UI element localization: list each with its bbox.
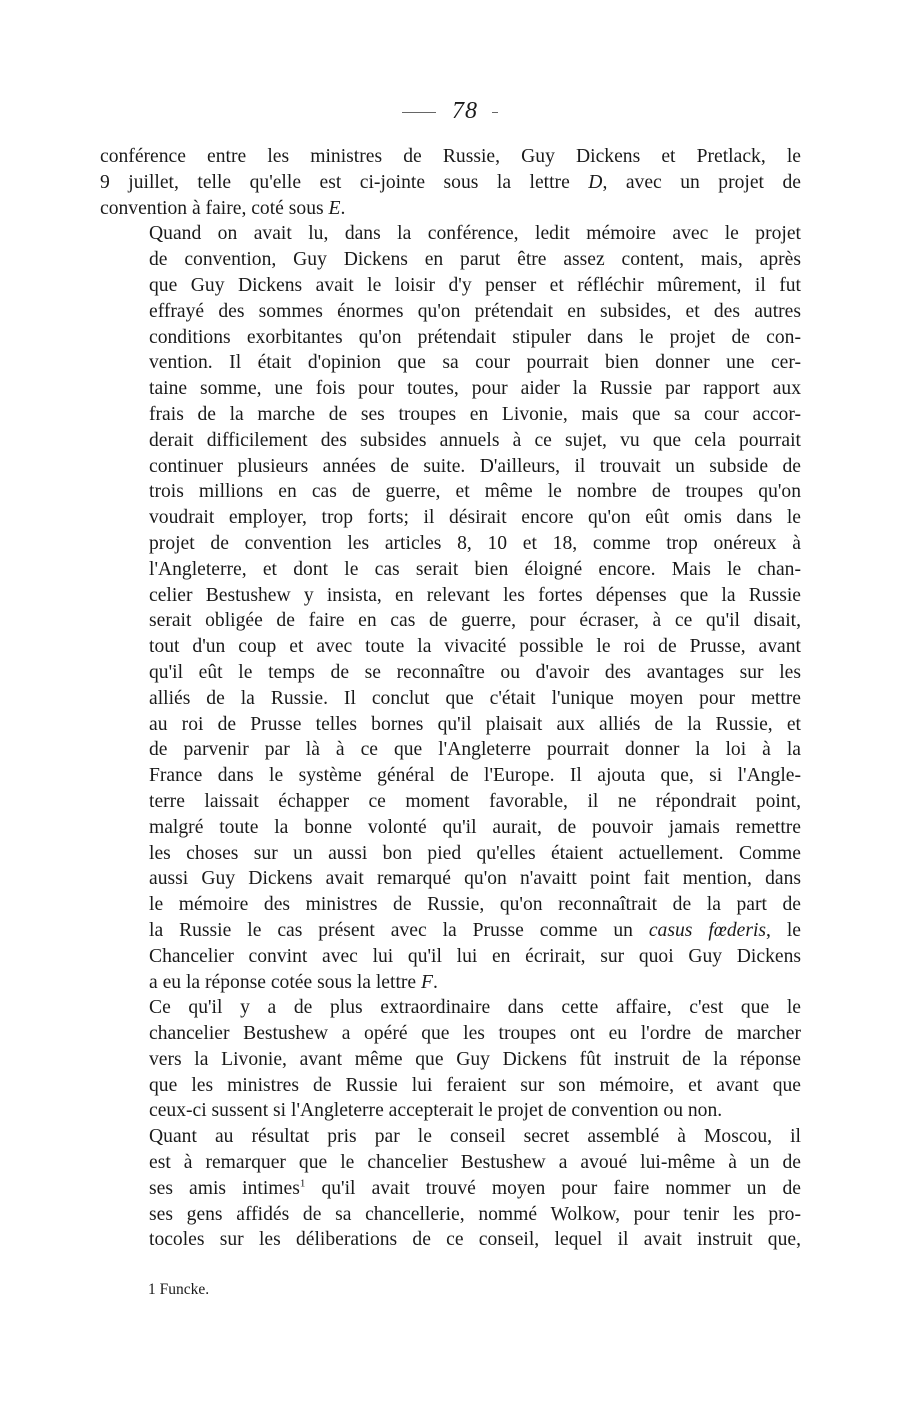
page-header	[0, 96, 900, 126]
text-line: 9 juillet, telle qu'elle est ci-jointe sous la lettre D, avec un projet de	[100, 171, 801, 193]
text-line: tocoles sur les déliberations de ce conseil, lequel il avait instruit que,	[149, 1229, 801, 1251]
text-line: vers la Livonie, avant même que Guy Dickens fût instruit de la réponse	[149, 1048, 801, 1070]
paragraph	[100, 144, 801, 221]
text-line: de convention, Guy Dickens en parut être assez content, mais, après	[149, 249, 801, 271]
text-line: voudrait employer, trop forts; il désirait encore qu'on eût omis dans le	[149, 507, 801, 529]
text-line: est à remarquer que le chancelier Bestushew a avoué lui-même à un de	[149, 1152, 801, 1174]
text-line: effrayé des sommes énormes qu'on prétendait en subsides, et des autres	[149, 300, 801, 322]
paragraph	[100, 995, 801, 1124]
paragraph	[100, 1124, 801, 1253]
text-line: malgré toute la bonne volonté qu'il aurait, de pouvoir jamais remettre	[149, 816, 801, 838]
paragraph	[100, 221, 801, 995]
text-line: taine somme, une fois pour toutes, pour aider la Russie par rapport aux	[149, 378, 801, 400]
text-line: que Guy Dickens avait le loisir d'y penser et réfléchir mûrement, il fut	[149, 274, 801, 296]
text-line: tout d'un coup et avec toute la vivacité possible le roi de Prusse, avant	[149, 636, 801, 658]
text-line: le mémoire des ministres de Russie, qu'on reconnaîtrait de la part de	[149, 894, 801, 916]
footnote-marker: 1	[299, 1177, 306, 1190]
text-line: de parvenir par là à ce que l'Angleterre pourrait donner la loi à la	[149, 739, 801, 761]
text-line: Ce qu'il y a de plus extraordinaire dans cette affaire, c'est que le	[149, 997, 801, 1019]
text-line: l'Angleterre, et dont le cas serait bien éloigné encore. Mais le chan-	[149, 558, 801, 580]
text-line: alliés de la Russie. Il conclut que c'était l'unique moyen pour mettre	[149, 687, 801, 709]
text-line: ses gens affidés de sa chancellerie, nommé Wolkow, pour tenir les pro-	[149, 1203, 801, 1225]
text-line: celier Bestushew y insista, en relevant les fortes dépenses que la Russie	[149, 584, 801, 606]
text-line: Quand on avait lu, dans la conférence, ledit mémoire avec le projet	[149, 223, 801, 245]
header-rule-left	[402, 112, 436, 113]
text-line: chancelier Bestushew a opéré que les troupes ont eu l'ordre de marcher	[149, 1023, 801, 1045]
text-line: terre laissait échapper ce moment favorable, il ne répondrait point,	[149, 790, 801, 812]
body-text	[100, 144, 801, 1253]
text-line: que les ministres de Russie lui feraient sur son mémoire, et avant que	[149, 1074, 801, 1096]
text-line: frais de la marche de ses troupes en Livonie, mais que sa cour accor-	[149, 403, 801, 425]
text-line: serait obligée de faire en cas de guerre, pour écraser, à ce qu'il disait,	[149, 610, 801, 632]
footnote-text: Funcke.	[159, 1281, 210, 1298]
text-line: Quant au résultat pris par le conseil secret assemblé à Moscou, il	[149, 1126, 801, 1148]
text-line: au roi de Prusse telles bornes qu'il plaisait aux alliés de la Russie, et	[149, 713, 801, 735]
text-line: continuer plusieurs années de suite. D'ailleurs, il trouvait un subside de	[149, 455, 801, 477]
text-line: trois millions en cas de guerre, et même le nombre de troupes qu'on	[149, 481, 801, 503]
text-line: aussi Guy Dickens avait remarqué qu'on n'avaitt point fait mention, dans	[149, 868, 801, 890]
text-line: la Russie le cas présent avec la Prusse comme un casus fœderis, le	[149, 919, 801, 941]
text-line: ceux-ci sussent si l'Angleterre accepterait le projet de convention ou non.	[149, 1100, 723, 1122]
text-line: ses amis intimes$^1$ qu'il avait trouvé moyen pour faire nommer un de	[149, 1177, 801, 1199]
text-line: conférence entre les ministres de Russie, Guy Dickens et Pretlack, le	[100, 146, 801, 167]
text-line: vention. Il était d'opinion que sa cour pourrait bien donner une cer-	[149, 352, 801, 374]
text-line: convention à faire, coté sous E.	[100, 197, 346, 219]
footnote-number: 1	[148, 1281, 156, 1298]
footnote	[148, 1279, 209, 1301]
text-line: Chancelier convint avec lui qu'il lui en écrirait, sur quoi Guy Dickens	[149, 945, 801, 967]
text-line: qu'il eût le temps de se reconnaître ou d'avoir des avantages sur les	[149, 661, 801, 683]
header-rule-right	[492, 112, 498, 113]
text-line: France dans le système général de l'Europe. Il ajouta que, si l'Angle-	[149, 765, 801, 787]
text-line: conditions exorbitantes qu'on prétendait stipuler dans le projet de con-	[149, 326, 801, 348]
text-line: a eu la réponse cotée sous la lettre F.	[149, 971, 438, 993]
page-number: 78	[452, 98, 478, 124]
text-line: projet de convention les articles 8, 10 et 18, comme trop onéreux à	[149, 532, 801, 554]
text-line: les choses sur un aussi bon pied qu'elles étaient actuellement. Comme	[149, 842, 801, 864]
text-line: derait difficilement des subsides annuels à ce sujet, vu que cela pourrait	[149, 429, 801, 451]
